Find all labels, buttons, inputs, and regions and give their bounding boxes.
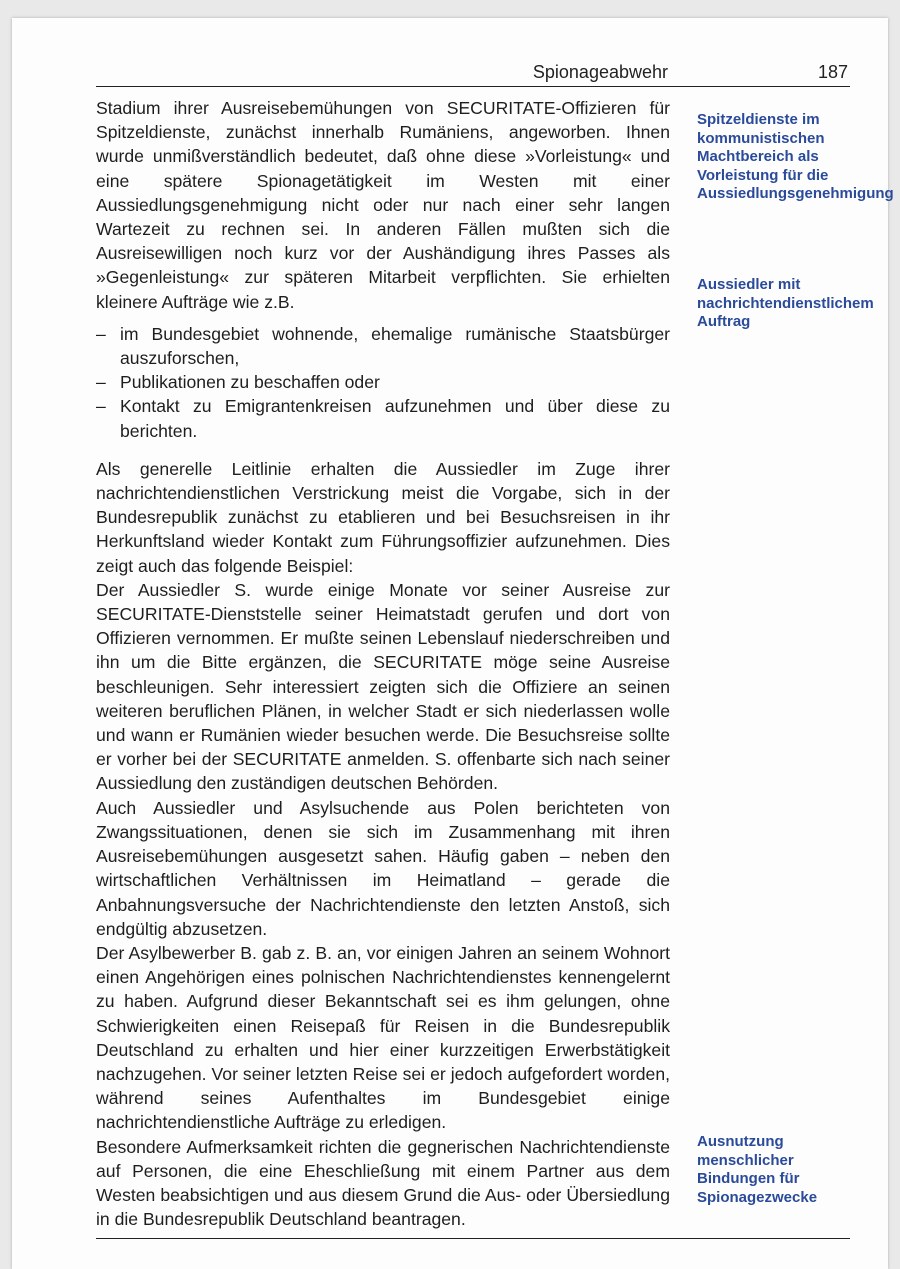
task-list bbox=[96, 322, 670, 443]
paragraph-2: Als generelle Leitlinie erhalten die Aussiedler im Zuge ihrer nachrichtendienstlichen Verstrickung meist die Vorgabe, sich in der Bundesrepublik zunächst zu etablieren und bei Besuchsreisen in ihr Herkunftsland wieder Kontakt zum Führungsoffizier aufzunehmen. Dies zeigt auch das folgende Beispiel: bbox=[96, 458, 670, 576]
paragraph-4: Auch Aussiedler und Asylsuchende aus Polen berichteten von Zwangssituationen, denen sie sich im Zusammenhang mit ihren Ausreisebemühungen ausgesetzt sahen. Häufig gaben – neben den wirtschaftlichen Verhältnissen im Heimatland – gerade die Anbahnungsversuche der Nachrichtendienste den letzten Anstoß, sich endgültig abzusetzen. bbox=[96, 797, 670, 939]
running-header bbox=[96, 62, 850, 87]
paragraph-5: Der Asylbewerber B. gab z. B. an, vor einigen Jahren an seinem Wohnort einen Angehörigen eines polnischen Nachrichtendienstes kennengelernt zu haben. Aufgrund dieser Bekanntschaft sei es ihm gelungen, ohne Schwierigkeiten einen Reisepaß für Reisen in die Bundesrepublik Deutschland zu erhalten und hier einer kurzzeitigen Erwerbstätigkeit nachzugehen. Vor seiner letzten Reise sei er jedoch aufgefordert worden, während seines Aufenthaltes im Bundesgebiet einige nachrichtendienstliche Aufträge zu erledigen. bbox=[96, 942, 670, 1133]
margin-note-bindungen: Ausnutzung menschlicher Bindungen für Spionagezwecke bbox=[697, 1133, 818, 1206]
paragraph-1: Stadium ihrer Ausreisebemühungen von SECURITATE-Offizieren für Spitzeldienste, zunächst innerhalb Rumäniens, angeworben. Ihnen wurde unmißverständlich bedeutet, daß ohne diese »Vorleistung« und eine spätere Spionagetätigkeit im Westen mit einer Aussiedlungsgenehmigung nicht oder nur nach einer sehr langen Wartezeit zu rechnen sei. In anderen Fällen mußten sich die Ausreisewilligen noch kurz vor der Aushändigung ihres Passes als »Gegenleistung« zur späteren Mitarbeit verpflichten. Sie erhielten kleinere Aufträge wie z.B. bbox=[96, 98, 670, 312]
list-item: – Publikationen zu beschaffen oder bbox=[96, 370, 670, 394]
margin-note-vorleistung: Spitzeldienste im kommunistischen Machtbereich als Vorleistung für die Aussiedlungsgenehmigung bbox=[697, 111, 894, 203]
main-text-column bbox=[96, 96, 670, 1231]
margin-note-auftrag: Aussiedler mit nachrichtendienstlichem Auftrag bbox=[697, 276, 874, 331]
paragraph-6: Besondere Aufmerksamkeit richten die gegnerischen Nachrichtendienste auf Personen, die eine Eheschließung mit einem Partner aus dem Westen beabsichtigen und aus diesem Grund die Aus- oder Übersiedlung in die Bundesrepublik Deutschland beantragen. bbox=[96, 1136, 670, 1230]
header-title: Spionageabwehr bbox=[532, 62, 668, 82]
page-number: 187 bbox=[817, 62, 848, 82]
paragraph-3: Der Aussiedler S. wurde einige Monate vor seiner Ausreise zur SECURITATE-Dienststelle seiner Heimatstadt gerufen und dort von Offizieren vernommen. Er mußte seinen Lebenslauf niederschreiben und ihn um die Bitte ergänzen, die SECURITATE möge seine Ausreise beschleunigen. Sehr interessiert zeigten sich die Offiziere an seinen weiteren beruflichen Plänen, in welcher Stadt er sich niederlassen wolle und wann er Rumänien wieder besuchen werde. Die Besuchsreise sollte er vorher bei der SECURITATE anmelden. S. offenbarte sich nach seiner Aussiedlung den zuständigen deutschen Behörden. bbox=[96, 579, 670, 794]
list-item: – im Bundesgebiet wohnende, ehemalige rumänische Staatsbürger auszuforschen, bbox=[96, 322, 670, 370]
footer-rule bbox=[96, 1238, 850, 1239]
list-item: – Kontakt zu Emigrantenkreisen aufzunehmen und über diese zu berichten. bbox=[96, 394, 670, 442]
